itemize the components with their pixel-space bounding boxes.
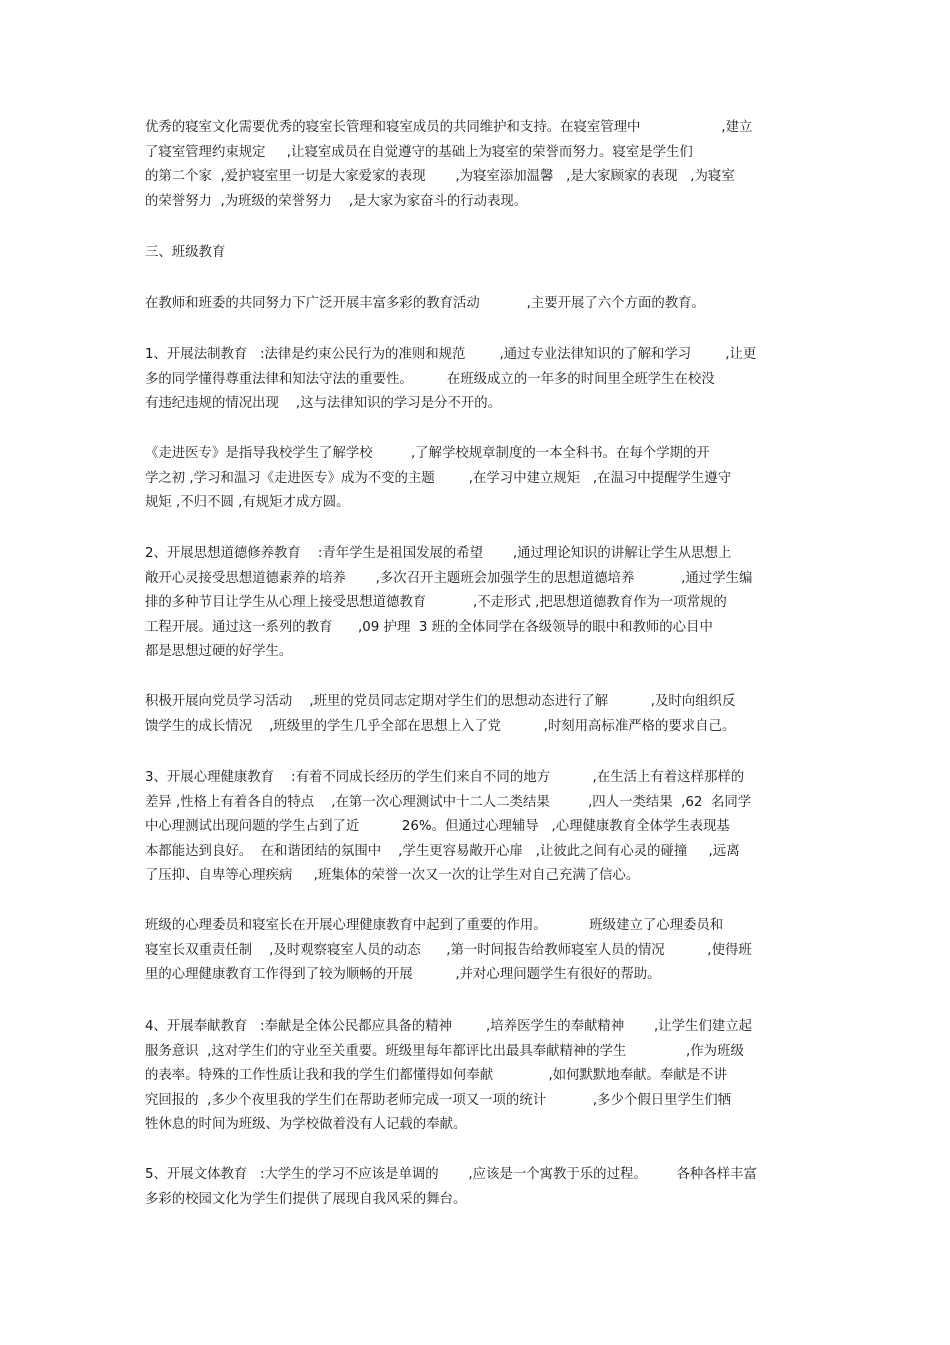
section-heading: 三、班级教育 — [145, 245, 226, 260]
text-line: 的表率。特殊的工作性质让我和我的学生们都懂得如何奉献 ,如何默默地奉献。奉献是不讲 — [145, 1068, 727, 1084]
text-line: 排的多种节目让学生从心理上接受思想道德教育 ,不走形式 ,把思想道德教育作为一项常规的 — [145, 595, 727, 611]
text-line: 班级的心理委员和寝室长在开展心理健康教育中起到了重要的作用。 班级建立了心理委员和 — [145, 918, 724, 933]
text-line: 1、开展法制教育 :法律是约束公民行为的准则和规范 ,通过专业法律知识的了解和学习 ,让更 — [145, 347, 757, 362]
text-line: 馈学生的成长情况 ,班级里的学生几乎全部在思想上入了党 ,时刻用高标准严格的要求自己。 — [145, 718, 736, 734]
text-line: 在教师和班委的共同努力下广泛开展丰富多彩的教育活动 ,主要开展了六个方面的教育。 — [145, 296, 705, 311]
text-line: 本都能达到良好。 在和谐团结的氛围中 ,学生更容易敞开心扉 ,让彼此之间有心灵的碰撞 ,远离 — [145, 843, 740, 859]
paragraph-moral-education — [145, 542, 810, 665]
paragraph-psych-committee — [145, 914, 810, 988]
text-line: 寝室长双重责任制 ,及时观察寝室人员的动态 ,第一时间报告给教师寝室人员的情况 ,使得班 — [145, 942, 752, 958]
paragraph-dorm-culture — [145, 116, 810, 214]
text-line: 积极开展向党员学习活动 ,班里的党员同志定期对学生们的思想动态进行了解 ,及时向组织反 — [145, 694, 736, 709]
text-line: 多彩的校园文化为学生们提供了展现自我风采的舞台。 — [145, 1191, 467, 1207]
text-line: 规矩 ,不归不圆 ,有规矩才成方圆。 — [145, 495, 350, 511]
text-line: 4、开展奉献教育 :奉献是全体公民都应具备的精神 ,培养医学生的奉献精神 ,让学生们建立起 — [145, 1019, 753, 1034]
text-line: 了压抑、自卑等心理疾病 ,班集体的荣誉一次又一次的让学生对自己充满了信心。 — [145, 868, 640, 884]
paragraph-dedication-education — [145, 1015, 810, 1138]
text-line: 中心理测试出现问题的学生占到了近 26%。但通过心理辅导 ,心理健康教育全体学生表现基 — [145, 819, 730, 835]
text-line: 多的同学懂得尊重法律和知法守法的重要性。 在班级成立的一年多的时间里全班学生在校没 — [145, 371, 715, 387]
text-line: 牲休息的时间为班级、为学校做着没有人记载的奉献。 — [145, 1117, 467, 1133]
text-line: 里的心理健康教育工作得到了较为顺畅的开展 ,并对心理问题学生有很好的帮助。 — [145, 967, 661, 983]
text-line: 工程开展。通过这一系列的教育 ,09 护理 3 班的全体同学在各级领导的眼中和教师的心目中 — [145, 619, 713, 635]
text-line: 《走进医专》是指导我校学生了解学校 ,了解学校规章制度的一本全科书。在每个学期的开 — [145, 446, 710, 461]
paragraph-school-guide — [145, 442, 810, 516]
text-line: 都是思想过硬的好学生。 — [145, 644, 293, 660]
text-line: 的荣誉努力 ,为班级的荣誉努力 ,是大家为家奋斗的行动表现。 — [145, 193, 528, 209]
paragraph-legal-education — [145, 343, 810, 417]
paragraph-intro — [145, 292, 810, 317]
text-line: 敞开心灵接受思想道德素养的培养 ,多次召开主题班会加强学生的思想道德培养 ,通过学生编 — [145, 570, 753, 586]
text-line: 了寝室管理约束规定 ,让寝室成员在自觉遵守的基础上为寝室的荣誉而努力。寝室是学生们 — [145, 144, 693, 160]
text-line: 的第二个家 ,爱护寝室里一切是大家爱家的表现 ,为寝室添加温馨 ,是大家顾家的表现 ,为寝室 — [145, 169, 735, 185]
paragraph-party-member-activity — [145, 690, 810, 739]
text-line: 究回报的 ,多少个夜里我的学生们在帮助老师完成一项又一项的统计 ,多少个假日里学生们牺 — [145, 1092, 732, 1108]
text-line: 3、开展心理健康教育 :有着不同成长经历的学生们来自不同的地方 ,在生活上有着这样那样的 — [145, 770, 745, 785]
section-heading-class-education — [145, 241, 810, 266]
text-line: 差异 ,性格上有着各自的特点 ,在第一次心理测试中十二人二类结果 ,四人一类结果 ,62 名同学 — [145, 794, 752, 810]
text-line: 服务意识 ,这对学生们的守业至关重要。班级里每年都评比出最具奉献精神的学生 ,作为班级 — [145, 1043, 744, 1059]
text-line: 学之初 ,学习和温习《走进医专》成为不变的主题 ,在学习中建立规矩 ,在温习中提醒学生遵守 — [145, 470, 732, 486]
text-line: 有违纪违规的情况出现 ,这与法律知识的学习是分不开的。 — [145, 396, 502, 412]
text-line: 2、开展思想道德修养教育 :青年学生是祖国发展的希望 ,通过理论知识的讲解让学生从思想上 — [145, 546, 732, 561]
text-line: 优秀的寝室文化需要优秀的寝室长管理和寝室成员的共同维护和支持。在寝室管理中 ,建立 — [145, 120, 753, 135]
text-line: 5、开展文体教育 :大学生的学习不应该是单调的 ,应该是一个寓教于乐的过程。 各种各样丰富 — [145, 1167, 757, 1182]
paragraph-mental-health — [145, 766, 810, 889]
paragraph-culture-sports — [145, 1163, 810, 1212]
